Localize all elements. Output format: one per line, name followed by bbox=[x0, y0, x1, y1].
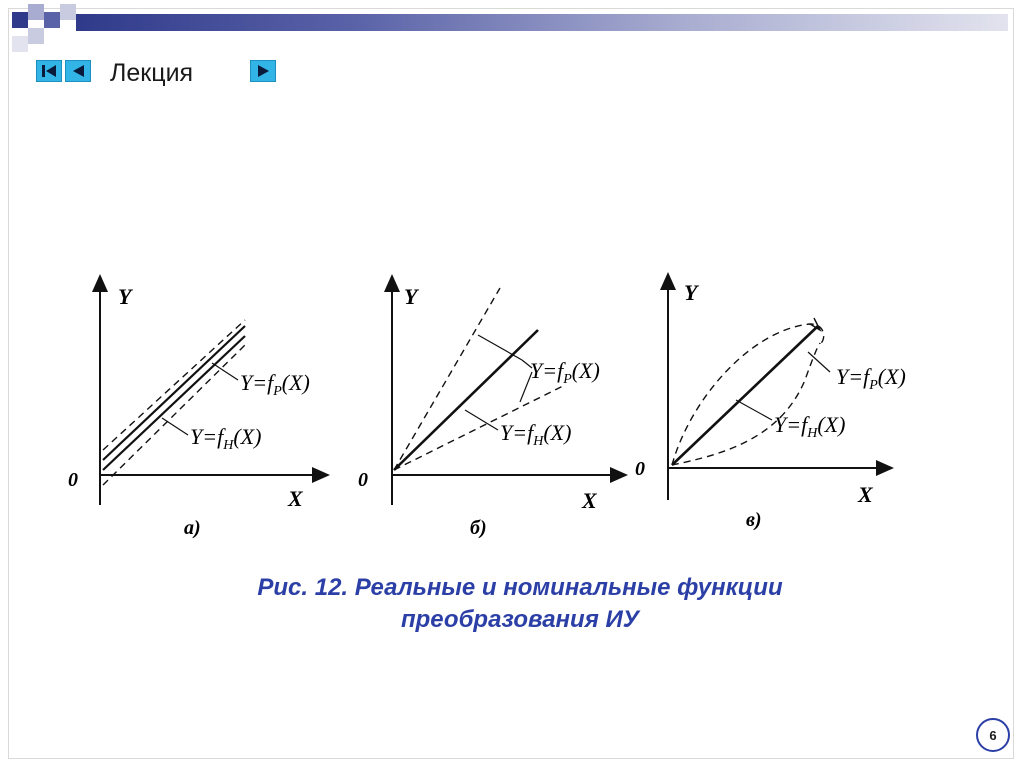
panel-b-real-label: $Y=f_P(X)$ bbox=[530, 358, 600, 387]
panel-b-nominal-label: $Y=f_H(X)$ bbox=[500, 420, 572, 449]
skip-back-icon bbox=[39, 63, 59, 79]
panel-a-lower-bound bbox=[103, 345, 245, 485]
panel-c-nominal-line bbox=[672, 326, 818, 465]
panel-a-upper-bound bbox=[103, 320, 245, 450]
header-gradient-bar bbox=[76, 14, 1008, 31]
panel-c-caption: в) bbox=[746, 509, 762, 531]
first-slide-button[interactable] bbox=[36, 60, 62, 82]
figure-caption bbox=[120, 572, 920, 636]
triangle-right-icon bbox=[253, 63, 273, 79]
nav-group-back bbox=[36, 60, 91, 84]
next-slide-button[interactable] bbox=[250, 60, 276, 82]
panel-c-lower-bound bbox=[672, 343, 820, 465]
panel-a-origin: 0 bbox=[68, 469, 78, 491]
panel-a-nominal-leader bbox=[162, 418, 188, 435]
panel-c-y-label: Y bbox=[684, 280, 698, 305]
panel-b-y-label: Y bbox=[404, 284, 418, 309]
caption-line-2: преобразования ИУ bbox=[400, 606, 640, 633]
panel-a-caption: а) bbox=[184, 517, 201, 539]
transfer-functions-figure bbox=[60, 260, 960, 560]
panel-a-real-label: $Y=f_P(X)$ bbox=[240, 370, 310, 399]
panel-c-real-label: $Y=f_P(X)$ bbox=[836, 364, 906, 393]
panel-a-y-label: Y bbox=[118, 284, 132, 309]
panel-a-x-label: X bbox=[288, 486, 303, 511]
panel-c-nominal-leader bbox=[736, 400, 772, 420]
panel-b-lower-bound bbox=[394, 385, 565, 470]
prev-slide-button[interactable] bbox=[65, 60, 91, 82]
panel-b bbox=[358, 282, 620, 539]
panel-c-origin: 0 bbox=[635, 458, 645, 480]
panel-c-x-label: X bbox=[858, 482, 873, 507]
panel-a bbox=[68, 282, 322, 539]
panel-a-nominal-label: $Y=f_H(X)$ bbox=[190, 424, 262, 453]
panel-b-x-label: X bbox=[582, 488, 597, 513]
decorative-squares bbox=[0, 0, 80, 64]
nav-group-forward bbox=[250, 60, 276, 84]
triangle-left-icon bbox=[68, 63, 88, 79]
page-number-badge: 6 bbox=[976, 718, 1010, 752]
panel-c-nominal-label: $Y=f_H(X)$ bbox=[774, 412, 846, 441]
panel-b-real-leader-1 bbox=[478, 335, 522, 360]
caption-line-1: Рис. 12. Реальные и номинальные функции bbox=[257, 574, 783, 601]
panel-b-nominal-line bbox=[394, 330, 538, 470]
panel-b-caption: б) bbox=[470, 517, 487, 539]
lecture-label: Лекция bbox=[110, 59, 194, 87]
panel-b-origin: 0 bbox=[358, 469, 368, 491]
panel-b-upper-bound bbox=[394, 288, 500, 470]
panel-c bbox=[635, 280, 906, 531]
